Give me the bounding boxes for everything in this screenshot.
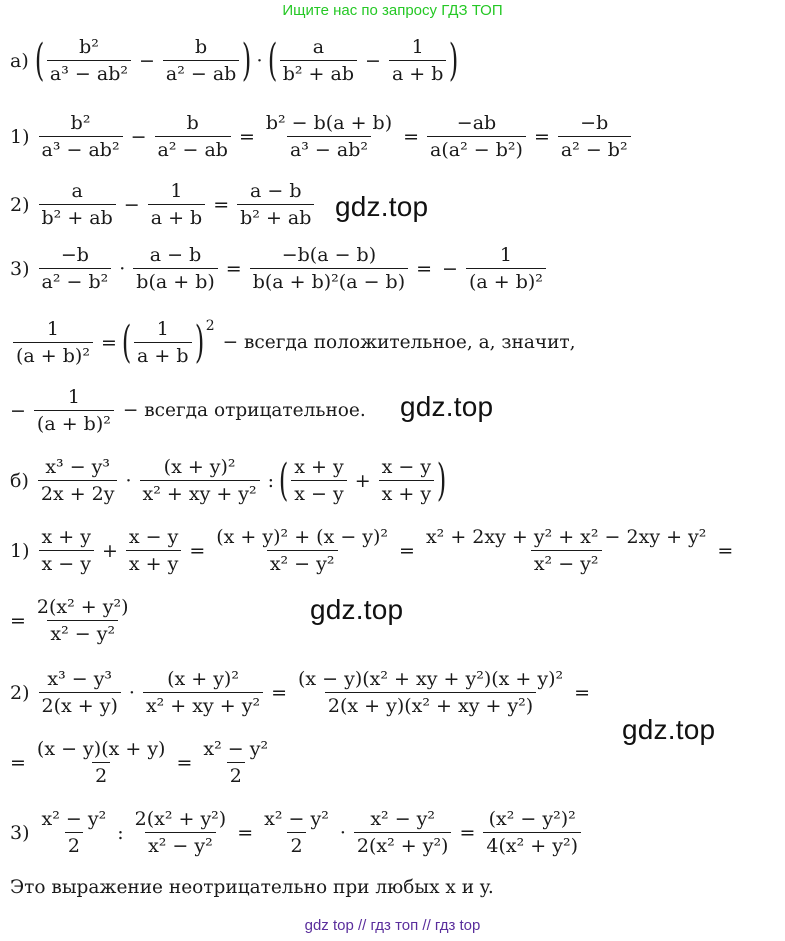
denominator: x² − y² (531, 550, 602, 575)
fraction (427, 112, 526, 161)
numerator: (x + y)² (167, 668, 239, 690)
equals-sign: = (416, 257, 433, 280)
minus-sign: − (442, 257, 458, 280)
paren-open: ( (278, 454, 289, 506)
numerator: x + y (41, 526, 91, 548)
denominator: b(a + b)²(a − b) (250, 268, 408, 293)
fraction (558, 112, 631, 161)
watermark: gdz.top (622, 714, 716, 745)
fraction (483, 808, 581, 857)
paren-close: ) (242, 34, 252, 86)
numerator: x² + 2xy + y² + x² − 2xy + y² (425, 526, 707, 548)
watermark: gdz.top (310, 594, 404, 625)
colon-sign: : (117, 821, 124, 844)
denominator: 2 (92, 762, 110, 787)
fraction (38, 456, 118, 505)
fraction (163, 36, 239, 85)
denominator: x² − y² (47, 620, 118, 645)
fraction (39, 668, 121, 717)
problem-a (10, 36, 459, 85)
fraction (155, 112, 231, 161)
numerator: a − b (250, 180, 302, 202)
fraction (261, 808, 332, 857)
denominator: 2x + 2y (38, 480, 118, 505)
fraction (126, 526, 181, 575)
denominator: b² + ab (237, 204, 314, 229)
numerator: 1 (46, 318, 60, 340)
dot-sign: · (339, 821, 346, 844)
numerator: b² − b(a + b) (265, 112, 393, 134)
fraction (132, 808, 230, 857)
step-b1-continued (10, 596, 135, 645)
fraction (354, 808, 452, 857)
equals-sign: = (189, 539, 206, 562)
numerator: b² (79, 36, 99, 58)
numerator: b² (70, 112, 91, 134)
equals-sign: = (717, 539, 734, 562)
numerator: (x − y)(x² + xy + y²)(x + y)² (298, 668, 564, 690)
paren-open: ( (267, 34, 277, 86)
fraction (466, 244, 546, 293)
denominator: x² − y² (145, 832, 216, 857)
label: 1) (10, 125, 30, 148)
equals-sign: = (225, 257, 242, 280)
numerator: x + y (294, 456, 344, 478)
numerator: (x + y)² + (x − y)² (216, 526, 389, 548)
step-a5 (10, 386, 366, 435)
numerator: 1 (156, 318, 169, 340)
denominator: (a + b)² (34, 410, 114, 435)
denominator: 2 (227, 762, 245, 787)
equals-sign: = (271, 681, 287, 704)
paren-open: ( (121, 316, 132, 368)
minus-sign: − (130, 125, 147, 148)
dot-sign: · (125, 469, 132, 492)
paren-close: ) (436, 454, 447, 506)
minus-sign: − (10, 399, 26, 422)
denominator: a³ − ab² (287, 136, 371, 161)
conclusion-text: Это выражение неотрицательно при любых x и y. (10, 877, 494, 898)
denominator: b² + ab (280, 60, 357, 85)
equals-sign: = (237, 821, 254, 844)
equals-sign: = (176, 751, 193, 774)
fraction (213, 526, 391, 575)
fraction (389, 36, 447, 85)
equals-sign: = (533, 125, 550, 148)
denominator: 2 (65, 832, 83, 857)
label: 2) (10, 681, 30, 704)
fraction (263, 112, 395, 161)
denominator: a + b (148, 204, 206, 229)
fraction (291, 456, 346, 505)
numerator: −b(a − b) (281, 244, 377, 266)
denominator: a³ − ab² (47, 60, 131, 85)
fraction (133, 244, 217, 293)
minus-sign: − (365, 49, 381, 72)
fraction (250, 244, 408, 293)
fraction (134, 318, 192, 367)
numerator: 2(x² + y²) (134, 808, 227, 830)
numerator: 2(x² + y²) (36, 596, 129, 618)
fraction (47, 36, 131, 85)
plus-sign: + (354, 469, 371, 492)
exponent: 2 (205, 318, 215, 334)
fraction (379, 456, 434, 505)
fraction (13, 318, 93, 367)
paren-open: ( (34, 34, 45, 86)
fraction (34, 596, 132, 645)
colon-sign: : (267, 469, 275, 492)
denominator: x² + xy + y² (140, 480, 260, 505)
denominator: x + y (379, 480, 434, 505)
fraction (39, 244, 112, 293)
fraction (34, 386, 114, 435)
numerator: x − y (128, 526, 179, 548)
numerator: x² − y² (41, 808, 107, 830)
numerator: (x − y)(x + y) (36, 738, 166, 760)
denominator: b² + ab (39, 204, 116, 229)
denominator: x + y (126, 550, 181, 575)
fraction (39, 808, 110, 857)
fraction (39, 180, 116, 229)
denominator: b(a + b) (133, 268, 217, 293)
numerator: b (195, 36, 208, 58)
numerator: 1 (499, 244, 512, 266)
fraction (140, 456, 260, 505)
denominator: a² − b² (39, 268, 112, 293)
step-b2 (10, 668, 595, 717)
equals-sign: = (10, 609, 26, 632)
paren-close: ) (194, 316, 204, 368)
step-a3 (10, 244, 549, 293)
denominator: a² − ab (155, 136, 231, 161)
equals-sign: = (399, 539, 415, 562)
fraction (237, 180, 314, 229)
numerator: 1 (170, 180, 183, 202)
denominator: a(a² − b²) (427, 136, 526, 161)
numerator: x³ − y³ (45, 456, 111, 478)
equals-sign: = (459, 821, 476, 844)
fraction (295, 668, 566, 717)
step-a1 (10, 112, 634, 161)
label: а) (10, 49, 29, 72)
numerator: b (186, 112, 199, 134)
fraction (200, 738, 271, 787)
step-b2-continued (10, 738, 274, 787)
fraction (34, 738, 169, 787)
fraction (39, 526, 94, 575)
denominator: x² + xy + y² (143, 692, 263, 717)
equals-sign: = (403, 125, 420, 148)
paren-close: ) (449, 34, 459, 86)
label: 1) (10, 539, 30, 562)
numerator: x − y (381, 456, 432, 478)
watermark: gdz.top (400, 391, 494, 422)
denominator: x − y (39, 550, 94, 575)
minus-sign: − (138, 49, 155, 72)
equals-sign: = (574, 681, 591, 704)
numerator: x³ − y³ (47, 668, 113, 690)
numerator: (x² − y²)² (488, 808, 576, 830)
numerator: a − b (149, 244, 202, 266)
step-b3 (10, 808, 584, 857)
step-b1 (10, 526, 738, 575)
numerator: −ab (456, 112, 497, 134)
label: б) (10, 469, 29, 492)
denominator: a² − ab (163, 60, 239, 85)
numerator: 1 (411, 36, 424, 58)
equals-sign: = (238, 125, 255, 148)
fraction (280, 36, 357, 85)
numerator: x² − y² (203, 738, 269, 760)
denominator: 4(x² + y²) (483, 832, 581, 857)
footer-links[interactable]: gdz top // гдз топ // гдз top (304, 917, 481, 934)
label: 3) (10, 257, 30, 280)
fraction (143, 668, 263, 717)
denominator: 2(x + y)(x² + xy + y²) (325, 692, 536, 717)
plus-sign: + (101, 539, 118, 562)
watermark: gdz.top (335, 191, 429, 222)
denominator: x − y (291, 480, 346, 505)
dot-sign: · (128, 681, 135, 704)
step-a4 (10, 318, 576, 367)
minus-sign: − (123, 193, 140, 216)
denominator: 2(x + y) (39, 692, 121, 717)
fraction (148, 180, 206, 229)
denominator: a + b (389, 60, 447, 85)
fraction (39, 112, 123, 161)
denominator: (a + b)² (13, 342, 93, 367)
search-banner: Ищите нас по запросу ГДЗ ТОП (282, 2, 503, 19)
numerator: −b (60, 244, 89, 266)
equals-sign: = (213, 193, 230, 216)
step-a2 (10, 180, 317, 229)
fraction (423, 526, 709, 575)
denominator: a + b (134, 342, 192, 367)
denominator: x² − y² (267, 550, 338, 575)
equals-sign: = (100, 331, 117, 354)
label: 2) (10, 193, 30, 216)
equals-sign: = (10, 751, 26, 774)
numerator: −b (580, 112, 609, 134)
denominator: (a + b)² (466, 268, 546, 293)
problem-b (10, 456, 446, 505)
numerator: x² − y² (370, 808, 436, 830)
denominator: 2 (287, 832, 305, 857)
denominator: 2(x² + y²) (354, 832, 452, 857)
explanation-text: − всегда отрицательное. (122, 400, 366, 421)
denominator: a² − b² (558, 136, 631, 161)
dot-sign: · (119, 257, 126, 280)
numerator: a (312, 36, 325, 58)
numerator: x² − y² (264, 808, 329, 830)
numerator: (x + y)² (163, 456, 236, 478)
dot-sign: · (256, 49, 263, 72)
denominator: a³ − ab² (39, 136, 123, 161)
explanation-text: − всегда положительное, а, значит, (222, 332, 576, 353)
numerator: a (71, 180, 83, 202)
numerator: 1 (67, 386, 80, 408)
label: 3) (10, 821, 30, 844)
